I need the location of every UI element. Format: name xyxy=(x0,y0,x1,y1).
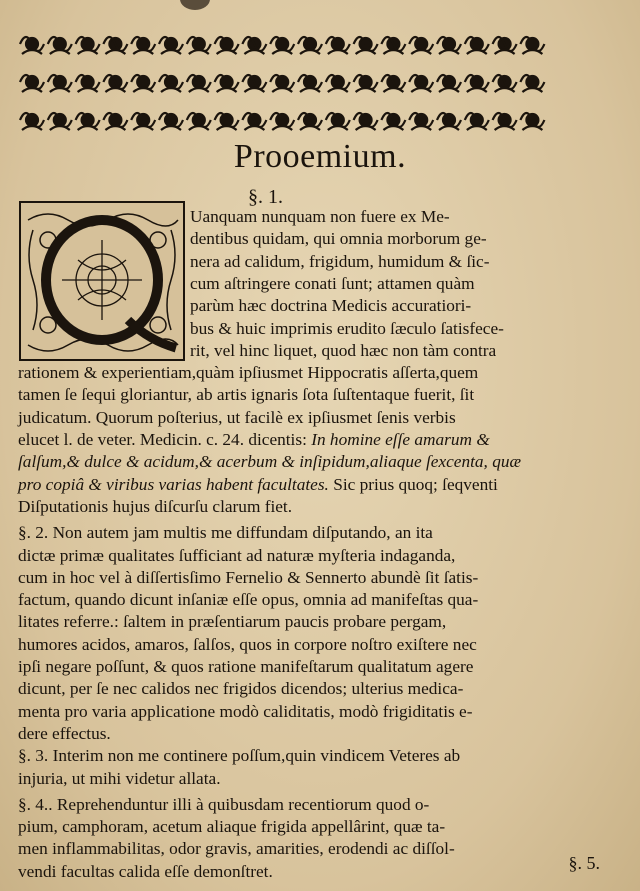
ornament-motif xyxy=(48,75,72,92)
ornament-motif xyxy=(242,37,266,54)
text-line: vendi facultas calida eſſe demonſtret. xyxy=(18,861,273,881)
ornament-motif xyxy=(131,75,155,92)
ornament-motif xyxy=(381,37,405,54)
ornament-motif xyxy=(520,75,544,92)
ornament-motif xyxy=(465,37,489,54)
ornament-motif xyxy=(187,37,211,54)
text-line: humores acidos, amaros, ſalſos, quos in corpore noſtro exiſtere nec xyxy=(18,634,477,654)
section-mark: §. 1. xyxy=(248,186,283,208)
text-line: dicunt, per ſe nec calidos nec frigidos dicendos; ulterius medica- xyxy=(18,679,464,699)
text-line: pium, camphoram, acetum aliaque frigida appellârint, quæ ta- xyxy=(18,817,446,837)
ornament-motif xyxy=(465,75,489,92)
text-line: cum aſtringere conati ſunt; attamen quàm xyxy=(190,273,475,293)
ornament-motif xyxy=(159,37,183,54)
ornament-motif xyxy=(20,37,44,54)
ornament-motif xyxy=(326,37,350,54)
ornament-motif xyxy=(159,113,183,130)
ornament-motif xyxy=(520,113,544,130)
ornament-motif xyxy=(103,37,127,54)
ornament-motif xyxy=(381,113,405,130)
text-line: dentibus quidam, qui omnia morborum ge- xyxy=(190,229,487,249)
text-line: elucet l. de veter. Medicin. c. 24. dicentis: In homine eſſe amarum & xyxy=(18,430,490,449)
text-line: parùm hæc doctrina Medicis accuratiori- xyxy=(190,296,472,316)
ornament-motif xyxy=(48,113,72,130)
text-line: judicatum. Quorum poſterius, ut facilè ex ipſiusmet ſenis verbis xyxy=(18,407,456,427)
ornament-motif xyxy=(354,37,378,54)
ornament-motif xyxy=(409,37,433,54)
ornament-motif xyxy=(409,113,433,130)
ornament-motif xyxy=(437,75,461,92)
ornament-motif xyxy=(215,75,239,92)
text-line: bus & huic imprimis erudito ſæculo ſatisfece- xyxy=(190,318,504,338)
text-line: cum in hoc vel à diſſertisſimo Fernelio & Sennerto abundè ſit ſatis- xyxy=(18,567,479,587)
text-line: dictæ primæ qualitates ſufficiant ad naturæ myſteria indaganda, xyxy=(18,545,456,565)
ornament-motif xyxy=(493,75,517,92)
ornament-motif xyxy=(76,113,100,130)
quotation: ſalſum,& dulce & acidum,& acerbum & inſipidum,aliaque ſexcenta, quæ xyxy=(18,452,521,472)
ornament-motif xyxy=(187,113,211,130)
ornament-motif xyxy=(437,37,461,54)
ornament-motif xyxy=(326,113,350,130)
text-line: factum, quando dicunt inſaniæ eſſe opus, omnia ad manifeſtas qua- xyxy=(18,590,479,610)
text-line: rationem & experientiam,quàm ipſiusmet Hippocratis aſſerta,quem xyxy=(18,363,479,383)
text-line: nera ad calidum, frigidum, humidum & ſic- xyxy=(190,251,490,271)
catchword: §. 5. xyxy=(568,853,600,873)
text-line xyxy=(18,474,498,496)
text-line: §. 4.. Reprehenduntur illi à quibusdam recentiorum quod o- xyxy=(18,794,430,814)
ornament-motif xyxy=(20,113,44,130)
ornament-motif xyxy=(76,75,100,92)
ornament-motif xyxy=(298,37,322,54)
ornament-motif xyxy=(215,113,239,130)
text-line: Diſputationis hujus diſcurſu clarum fiet. xyxy=(18,496,293,516)
ornament-motif xyxy=(270,37,294,54)
ornament-motif xyxy=(493,37,517,54)
ornament-motif xyxy=(242,75,266,92)
ornament-motif xyxy=(270,113,294,130)
quotation: pro copiâ & viribus varias habent facultates. xyxy=(18,474,329,494)
ornament-motif xyxy=(187,75,211,92)
ornament-motif xyxy=(103,75,127,92)
text-line: litates referre.: ſaltem in præſentiarum paucis probare pergam, xyxy=(18,612,447,632)
text-run: Sic prius quoq; ſeqventi xyxy=(328,474,498,494)
decorated-initial xyxy=(18,200,186,362)
ornament-motif xyxy=(326,75,350,92)
ornament-motif xyxy=(48,37,72,54)
ornamental-headpiece xyxy=(18,22,558,134)
text-line: injuria, ut mihi videtur allata. xyxy=(18,768,221,788)
ornament-motif xyxy=(76,37,100,54)
quotation: In homine eſſe amarum & xyxy=(311,430,490,449)
page-hole xyxy=(180,0,210,10)
ornament-motif xyxy=(465,113,489,130)
text-line: menta pro varia applicatione modò caliditatis, modò frigiditatis e- xyxy=(18,701,473,721)
text-line: ipſi negare poſſunt, & quos ratione manifeſtarum qualitatum agere xyxy=(18,657,474,676)
ornament-motif xyxy=(270,75,294,92)
text-line: rit, vel hinc liquet, quod hæc non tàm contra xyxy=(190,340,497,360)
ornament-motif xyxy=(20,75,44,92)
text-line xyxy=(18,451,521,473)
ornament-motif xyxy=(493,113,517,130)
ornament-motif xyxy=(354,113,378,130)
text-line: tamen ſe ſequi gloriantur, ab artis ignaris ſota ſuſtentaque fuerit, ſit xyxy=(18,385,475,405)
ornament-motif xyxy=(103,113,127,130)
ornament-motif xyxy=(381,75,405,92)
ornament-motif xyxy=(159,75,183,92)
ornament-motif xyxy=(298,75,322,92)
ornament-motif xyxy=(215,37,239,54)
ornament-motif xyxy=(437,113,461,130)
text-line: Uanquam nunquam non fuere ex Me- xyxy=(190,207,450,226)
ornament-motif xyxy=(242,113,266,130)
ornament-motif xyxy=(354,75,378,92)
ornament-motif xyxy=(520,37,544,54)
ornament-motif xyxy=(409,75,433,92)
text-line: men inflammabilitas, odor gravis, amarities, erodendi ac diſſol- xyxy=(18,839,455,859)
ornament-motif xyxy=(131,113,155,130)
ornament-motif xyxy=(131,37,155,54)
text-line: §. 3. Interim non me continere poſſum,quin vindicem Veteres ab xyxy=(18,746,461,766)
text-line: §. 2. Non autem jam multis me diffundam diſputando, an ita xyxy=(18,523,433,543)
ornament-motif xyxy=(298,113,322,130)
page-title: Prooemium. xyxy=(233,138,407,175)
text-line: dere effectus. xyxy=(18,723,111,743)
